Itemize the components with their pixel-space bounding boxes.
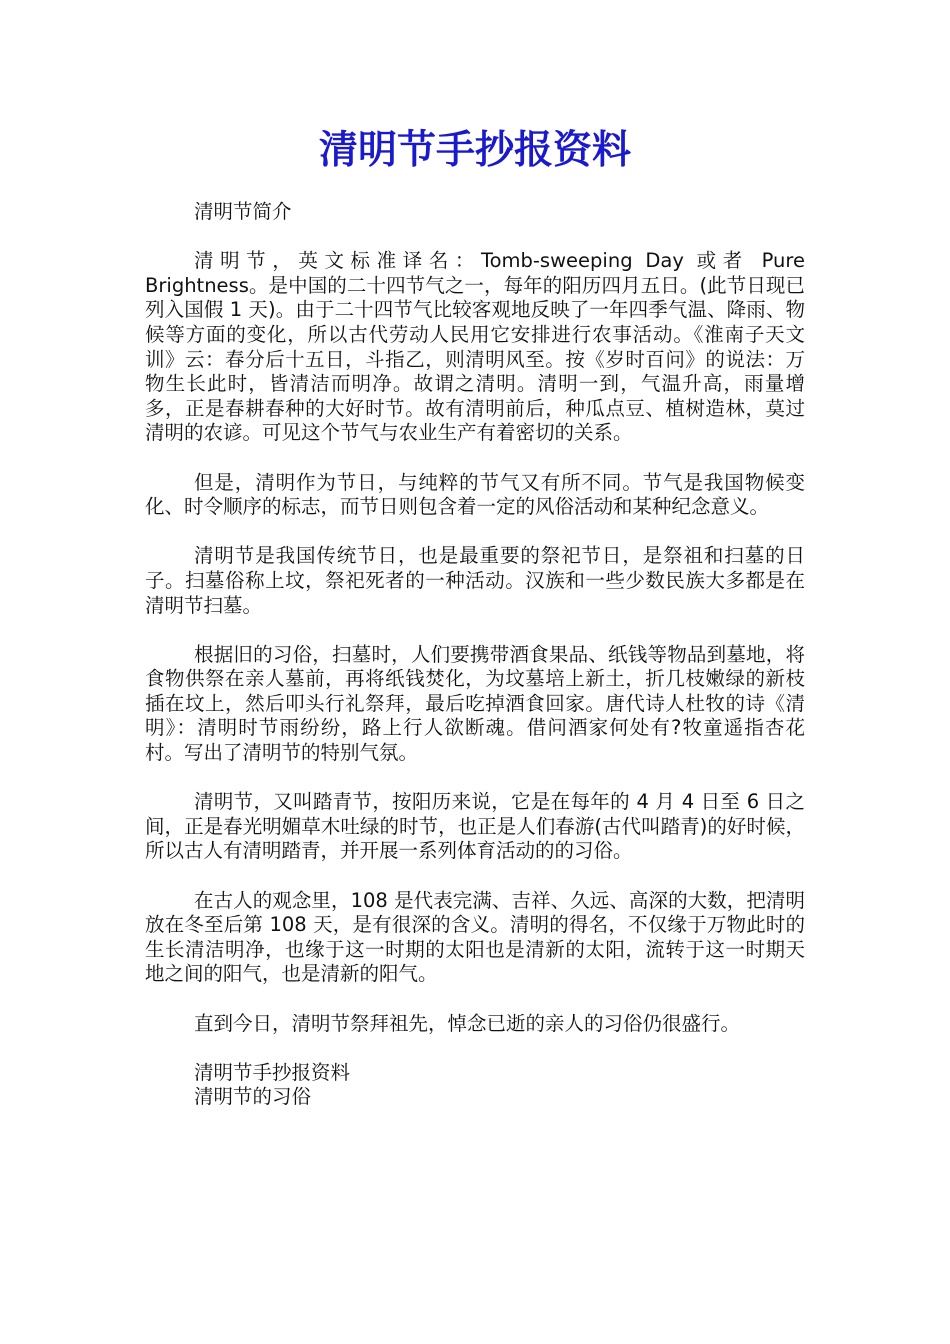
paragraph-spacer — [145, 1036, 805, 1061]
paragraph-spacer — [145, 987, 805, 1012]
document-body — [145, 200, 805, 1110]
paragraph-tomb-sweeping: 清明节是我国传统节日，也是最重要的祭祀节日，是祭祖和扫墓的日子。扫墓俗称上坟，祭祀死者的一种活动。汉族和一些少数民族大多都是在清明节扫墓。 — [145, 544, 805, 617]
paragraph-spacer — [145, 520, 805, 545]
paragraph-spacer — [145, 618, 805, 643]
paragraph-spring-outing: 清明节，又叫踏青节，按阳历来说，它是在每年的 4 月 4 日至 6 日之间，正是春光明媚草木吐绿的时节，也正是人们春游(古代叫踏青)的好时候，所以古人有清明踏青，并开展一系列体育活动的的习俗。 — [145, 790, 805, 863]
paragraph-festival-vs-solar-term: 但是，清明作为节日，与纯粹的节气又有所不同。节气是我国物候变化、时令顺序的标志，而节日则包含着一定的风俗活动和某种纪念意义。 — [145, 470, 805, 519]
paragraph-spacer — [145, 225, 805, 250]
footer-heading: 清明节手抄报资料 — [194, 1060, 351, 1084]
paragraph-today: 直到今日，清明节祭拜祖先，悼念已逝的亲人的习俗仍很盛行。 — [194, 1011, 741, 1035]
paragraph-spacer — [145, 864, 805, 889]
intro-heading: 清明节简介 — [194, 200, 292, 223]
paragraph-old-customs: 根据旧的习俗，扫墓时，人们要携带酒食果品、纸钱等物品到墓地，将食物供祭在亲人墓前，再将纸钱焚化，为坟墓培上新土，折几枝嫩绿的新枝插在坟上，然后叩头行礼祭拜，最后吃掉酒食回家。唐代诗人杜牧的诗《清明》：清明时节雨纷纷，路上行人欲断魂。借问酒家何处有?牧童遥指杏花村。写出了清明节的特别气氛。 — [145, 642, 805, 765]
paragraph-spacer — [145, 446, 805, 471]
paragraph-intro: 清明节，英文标准译名：Tomb-sweeping Day 或者 Pure Brightness。是中国的二十四节气之一，每年的阳历四月五日。(此节日现已列入国假 1 天)。由于二十四节气比较客观地反映了一年四季气温、降雨、物候等方面的变化，所以古代劳动人民用它安排进行农事活动。《淮南子天文训》云：春分后十五日，斗指乙，则清明风至。按《岁时百问》的说法：万物生长此时，皆清洁而明净。故谓之清明。清明一到，气温升高，雨量增多，正是春耕春种的大好时节。故有清明前后，种瓜点豆、植树造林，莫过清明的农谚。可见这个节气与农业生产有着密切的关系。 — [145, 249, 805, 445]
footer-subheading: 清明节的习俗 — [194, 1085, 312, 1109]
paragraph-number-108: 在古人的观念里，108 是代表完满、吉祥、久远、高深的大数，把清明放在冬至后第 108 天，是有很深的含义。清明的得名，不仅缘于万物此时的生长清洁明净，也缘于这一时期的太阳也是清新的太阳，流转于这一时期天地之间的阳气，也是清新的阳气。 — [145, 888, 805, 986]
paragraph-spacer — [145, 766, 805, 791]
page-title: 清明节手抄报资料 — [318, 127, 631, 173]
